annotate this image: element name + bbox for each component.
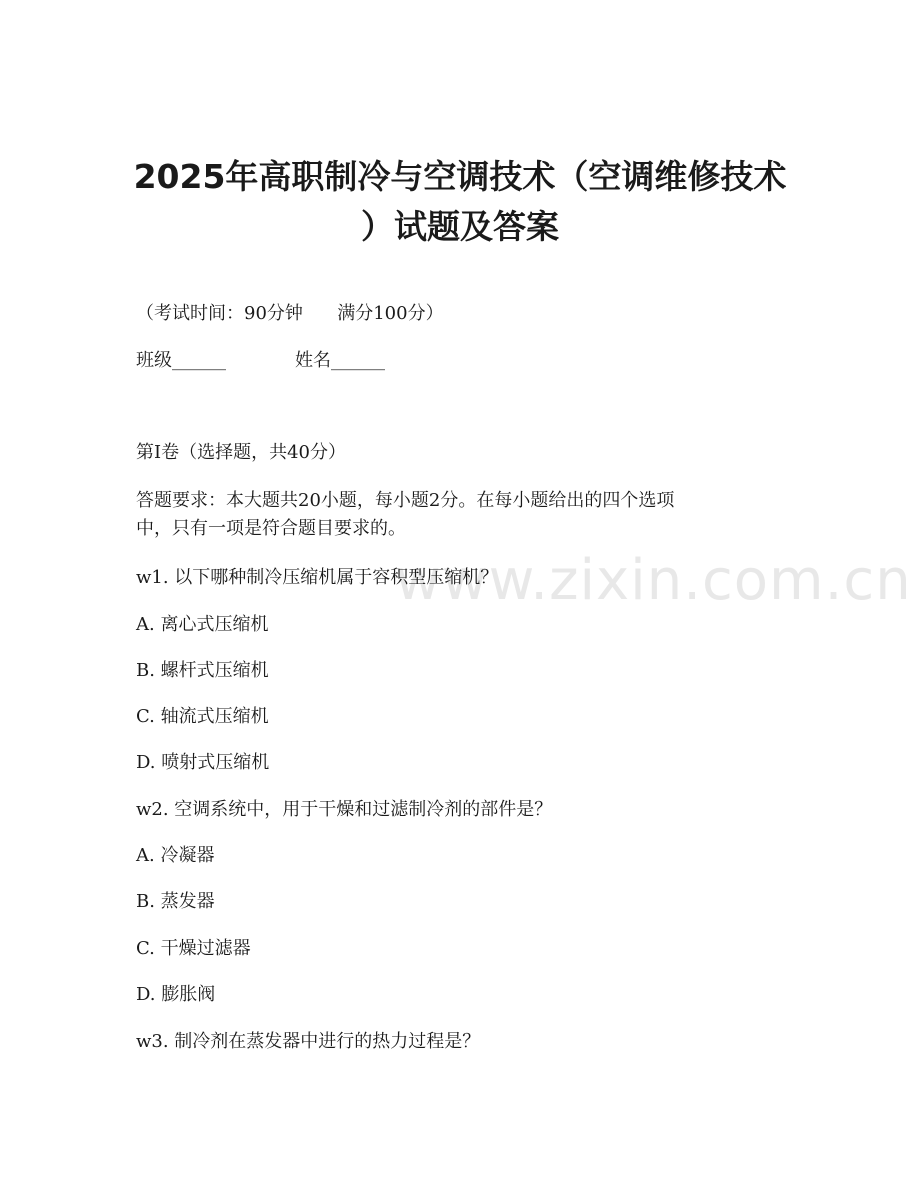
option-b: B. 蒸发器 bbox=[136, 891, 215, 912]
class-field: 班级______ bbox=[136, 350, 226, 371]
question-stem: w2. 空调系统中，用于干燥和过滤制冷剂的部件是？ bbox=[136, 799, 553, 820]
instructions-line-2: 中，只有一项是符合题目要求的。 bbox=[136, 518, 406, 539]
option-d: D. 喷射式压缩机 bbox=[136, 752, 270, 773]
instructions-line-1: 答题要求：本大题共20小题，每小题2分。在每小题给出的四个选项 bbox=[136, 490, 675, 511]
option-a: A. 离心式压缩机 bbox=[136, 614, 269, 635]
option-c: C. 轴流式压缩机 bbox=[136, 706, 269, 727]
option-b: B. 螺杆式压缩机 bbox=[136, 660, 269, 681]
name-field: 姓名______ bbox=[295, 350, 385, 371]
option-d: D. 膨胀阀 bbox=[136, 984, 216, 1005]
document-title-line-1: 2025年高职制冷与空调技术（空调维修技术 bbox=[133, 157, 787, 196]
question-stem: w1. 以下哪种制冷压缩机属于容积型压缩机？ bbox=[136, 567, 499, 588]
option-c: C. 干燥过滤器 bbox=[136, 938, 251, 959]
watermark: www.zixin.com.cn bbox=[395, 548, 912, 613]
section-heading: 第I卷（选择题，共40分） bbox=[136, 442, 347, 463]
question-stem: w3. 制冷剂在蒸发器中进行的热力过程是？ bbox=[136, 1031, 481, 1052]
exam-info: （考试时间：90分钟 满分100分） bbox=[136, 303, 444, 324]
option-a: A. 冷凝器 bbox=[136, 845, 215, 866]
document-title-line-2: ）试题及答案 bbox=[361, 207, 559, 246]
